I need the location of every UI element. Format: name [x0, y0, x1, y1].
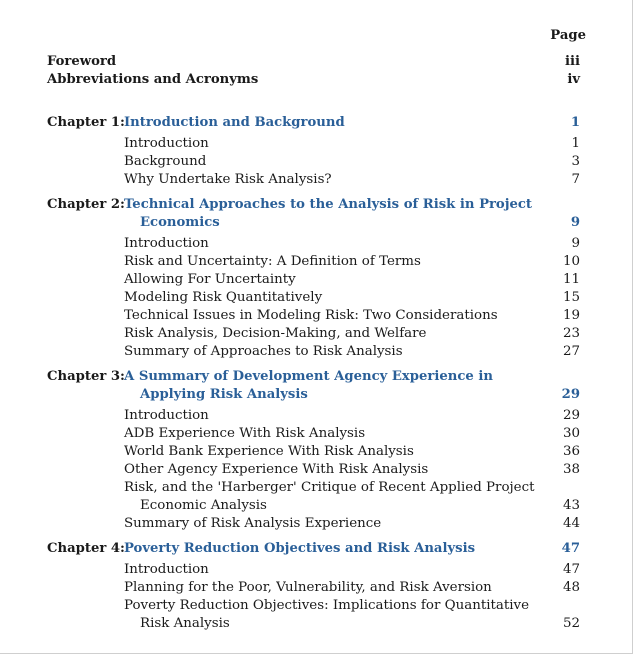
front-matter-page: iv — [567, 72, 580, 87]
section-title[interactable]: ADB Experience With Risk Analysis — [124, 426, 366, 441]
section-title[interactable]: World Bank Experience With Risk Analysis — [124, 444, 414, 459]
chapter-title[interactable]: Applying Risk Analysis — [140, 387, 308, 402]
chapter-title[interactable]: Technical Approaches to the Analysis of Risk in Project — [124, 197, 533, 212]
section-title[interactable]: Why Undertake Risk Analysis? — [124, 172, 332, 187]
section-entry-line — [0, 235, 636, 253]
chapter-title[interactable]: Poverty Reduction Objectives and Risk Analysis — [124, 541, 476, 556]
section-title[interactable]: Introduction — [124, 236, 209, 251]
chapter-title-line — [0, 368, 636, 386]
section-page: 10 — [562, 254, 580, 269]
section-entry-line — [0, 497, 636, 515]
chapter-page: 1 — [570, 115, 580, 130]
front-matter-entry — [0, 53, 636, 71]
section-page: 52 — [562, 616, 580, 631]
section-entry-line — [0, 615, 636, 633]
section-entry-line — [0, 289, 636, 307]
section-page: 30 — [562, 426, 580, 441]
page-header-label: Page — [550, 28, 586, 43]
section-title[interactable]: Risk Analysis — [140, 616, 230, 631]
section-title[interactable]: Planning for the Poor, Vulnerability, and Risk Aversion — [124, 580, 492, 595]
section-title[interactable]: Technical Issues in Modeling Risk: Two Considerations — [124, 308, 498, 323]
section-entry-line — [0, 425, 636, 443]
section-title[interactable]: Introduction — [124, 562, 209, 577]
section-page: 47 — [562, 562, 580, 577]
section-entry-line — [0, 153, 636, 171]
section-entry-line — [0, 135, 636, 153]
section-entry-line — [0, 597, 636, 615]
section-title[interactable]: Summary of Risk Analysis Experience — [124, 516, 382, 531]
front-matter-title[interactable]: Abbreviations and Acronyms — [47, 72, 259, 87]
chapter-label: Chapter 2: — [47, 197, 125, 212]
section-page: 9 — [571, 236, 580, 251]
front-matter-entry — [0, 71, 636, 89]
chapter-label: Chapter 3: — [47, 369, 125, 384]
section-title[interactable]: Poverty Reduction Objectives: Implications for Quantitative — [124, 598, 530, 613]
chapter-page: 29 — [561, 387, 580, 402]
section-page: 3 — [571, 154, 580, 169]
section-title[interactable]: Risk, and the 'Harberger' Critique of Recent Applied Project — [124, 480, 535, 495]
section-page: 23 — [562, 326, 580, 341]
section-title[interactable]: Introduction — [124, 408, 209, 423]
front-matter-page: iii — [564, 54, 580, 69]
section-page: 1 — [571, 136, 580, 151]
section-page: 29 — [562, 408, 580, 423]
section-page: 15 — [562, 290, 580, 305]
chapter-title-line — [0, 540, 636, 558]
section-entry-line — [0, 325, 636, 343]
section-page: 11 — [562, 272, 580, 287]
page-column-header — [0, 27, 636, 45]
section-title[interactable]: Modeling Risk Quantitatively — [124, 290, 323, 305]
section-page: 48 — [562, 580, 580, 595]
section-entry-line — [0, 407, 636, 425]
chapter-title-line — [0, 196, 636, 214]
section-title[interactable]: Allowing For Uncertainty — [124, 272, 296, 287]
section-page: 43 — [562, 498, 580, 513]
chapter-title-line — [0, 114, 636, 132]
front-matter-title[interactable]: Foreword — [47, 54, 117, 69]
section-page: 19 — [562, 308, 580, 323]
section-page: 7 — [571, 172, 580, 187]
section-entry-line — [0, 171, 636, 189]
section-title[interactable]: Other Agency Experience With Risk Analysis — [124, 462, 429, 477]
chapter-title-line — [0, 214, 636, 232]
section-page: 38 — [562, 462, 580, 477]
chapter-title[interactable]: A Summary of Development Agency Experience in — [124, 369, 493, 384]
section-entry-line — [0, 579, 636, 597]
section-entry-line — [0, 479, 636, 497]
section-entry-line — [0, 443, 636, 461]
section-entry-line — [0, 343, 636, 361]
section-page: 36 — [562, 444, 580, 459]
chapter-title-line — [0, 386, 636, 404]
section-title[interactable]: Risk and Uncertainty: A Definition of Terms — [124, 254, 421, 269]
section-title[interactable]: Risk Analysis, Decision-Making, and Welfare — [124, 326, 427, 341]
section-entry-line — [0, 271, 636, 289]
chapter-label: Chapter 4: — [47, 541, 125, 556]
section-title[interactable]: Background — [124, 154, 207, 169]
section-title[interactable]: Economic Analysis — [140, 498, 267, 513]
section-page: 27 — [562, 344, 580, 359]
chapter-title[interactable]: Economics — [140, 215, 220, 230]
section-entry-line — [0, 461, 636, 479]
section-title[interactable]: Summary of Approaches to Risk Analysis — [124, 344, 403, 359]
section-entry-line — [0, 561, 636, 579]
section-title[interactable]: Introduction — [124, 136, 209, 151]
chapter-page: 47 — [561, 541, 580, 556]
section-entry-line — [0, 253, 636, 271]
chapter-label: Chapter 1: — [47, 115, 125, 130]
chapter-page: 9 — [570, 215, 580, 230]
section-entry-line — [0, 515, 636, 533]
section-page: 44 — [562, 516, 580, 531]
section-entry-line — [0, 307, 636, 325]
chapter-title[interactable]: Introduction and Background — [124, 115, 345, 130]
